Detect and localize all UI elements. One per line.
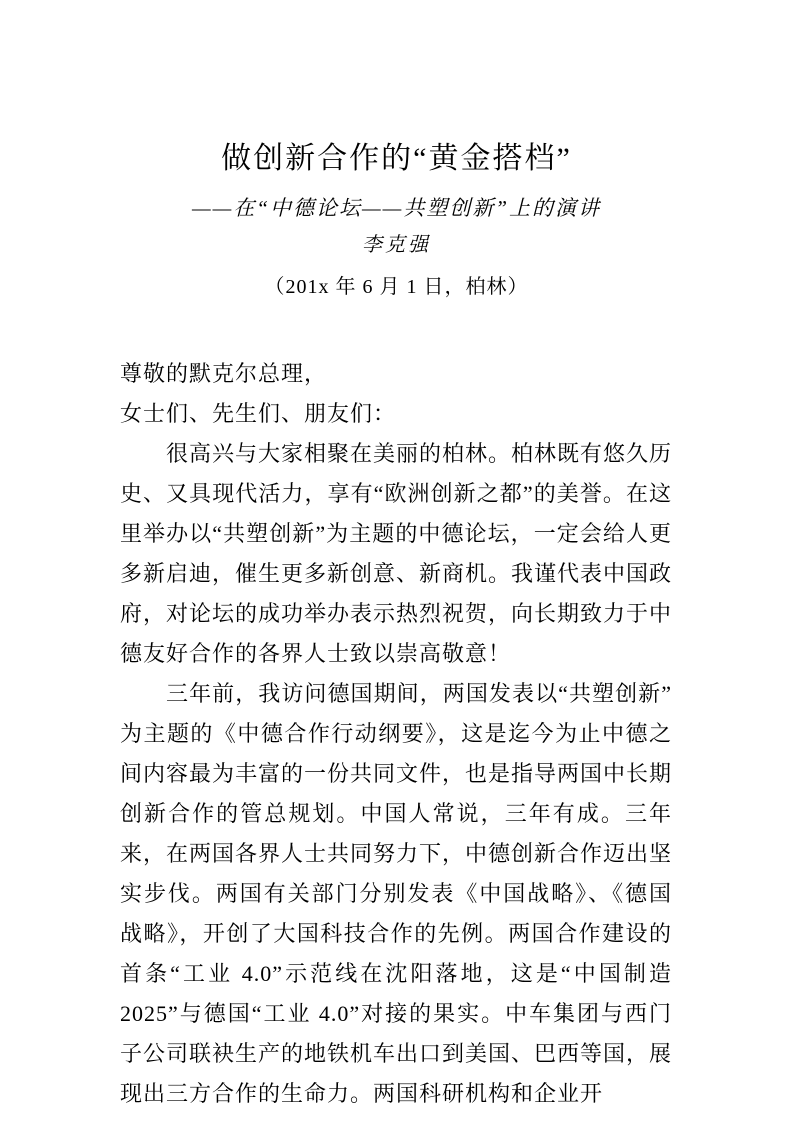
document-body: [0, 354, 793, 1114]
document-dateline: （201x 年 6 月 1 日，柏林）: [264, 276, 529, 298]
body-paragraph-1: 很高兴与大家相聚在美丽的柏林。柏林既有悠久历史、又具现代活力，享有“欧洲创新之都”的美誉。在这里举办以“共塑创新”为主题的中德论坛，一定会给人更多新启迪，催生更多新创意、新商机。我谨代表中国政府，对论坛的成功举办表示热烈祝贺，向长期致力于中德友好合作的各界人士致以崇高敬意！: [120, 441, 673, 666]
salutation-line-1: 尊敬的默克尔总理，: [120, 361, 328, 386]
salutation-line-2: 女士们、先生们、朋友们：: [120, 401, 397, 426]
document-subtitle: ——在“中德论坛——共塑创新”上的演讲: [191, 196, 602, 220]
body-paragraph-2: 三年前，我访问德国期间，两国发表以“共塑创新”为主题的《中德合作行动纲要》，这是迄今为止中德之间内容最为丰富的一份共同文件，也是指导两国中长期创新合作的管总规划。中国人常说，三年有成。三年来，在两国各界人士共同努力下，中德创新合作迈出坚实步伐。两国有关部门分别发表《中国战略》、《德国战略》，开创了大国科技合作的先例。两国合作建设的首条“工业 4.0”示范线在沈阳落地，这是“中国制造 2025”与德国“工业 4.0”对接的果实。中车集团与西门子公司联袂生产的地铁机车出口到美国、巴西等国，展现出三方合作的生命力。两国科研机构和企业开: [120, 681, 673, 1106]
document-title: 做创新合作的“黄金搭档”: [221, 142, 572, 175]
document-author: 李克强: [362, 234, 431, 256]
